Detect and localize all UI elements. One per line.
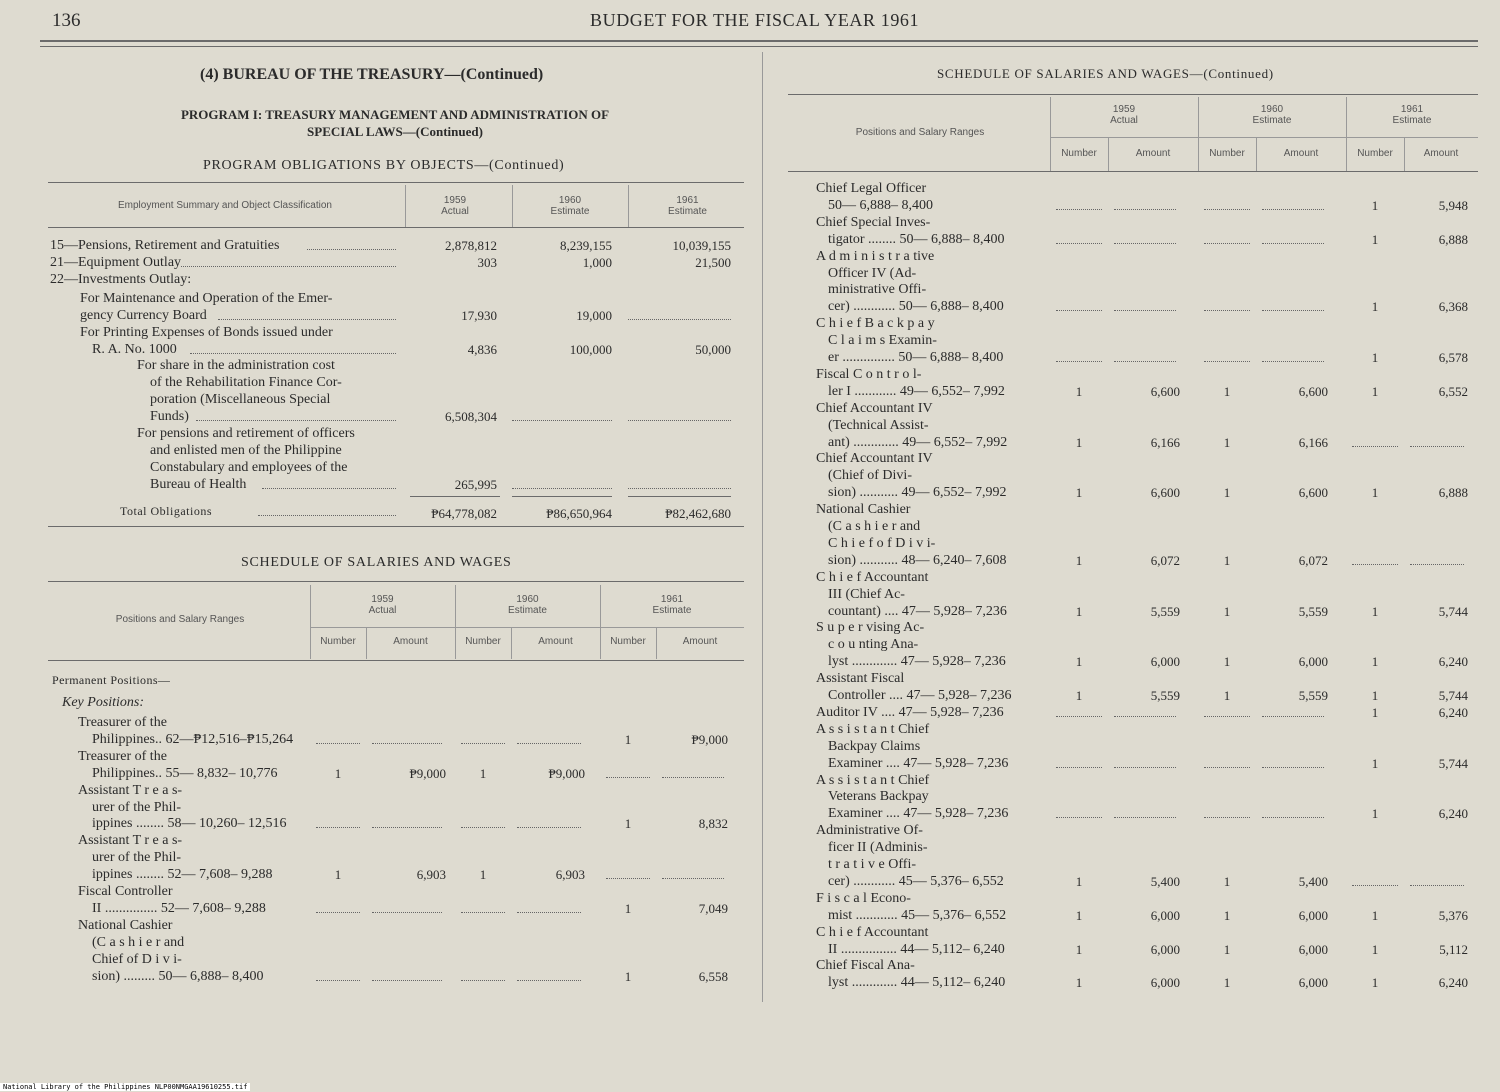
obligation-1959: 17,930: [461, 308, 497, 323]
position-title-line: Philippines.. 62—₱12,516–₱15,264: [92, 731, 294, 747]
amount-a59: 6,000: [1150, 654, 1180, 670]
count-n59: 1: [1075, 383, 1083, 399]
amount-a59: 5,559: [1150, 688, 1180, 703]
amount-a61: 6,240: [1438, 975, 1468, 991]
obligation-leader: [307, 249, 396, 250]
obligations-rule-top: [48, 182, 744, 183]
obligation-label: Constabulary and employees of the: [150, 460, 348, 475]
blank-count: [461, 827, 505, 828]
amount-a60: 6,903: [555, 867, 585, 883]
count-n60: 1: [1223, 688, 1231, 703]
position-title-line: Chief Fiscal Ana-: [816, 958, 915, 974]
obligation-blank-1961: [628, 420, 731, 421]
obligation-blank-1960: [512, 420, 612, 421]
program-title: [100, 106, 690, 140]
count-n59: 1: [1075, 603, 1083, 619]
schedule-title-right: SCHEDULE OF SALARIES AND WAGES—(Continued): [937, 66, 1274, 81]
position-title-line: Chief of D i v i-: [92, 951, 182, 967]
amount-a60: 6,600: [1298, 485, 1328, 501]
position-title-line: C h i e f o f D i v i-: [828, 535, 936, 551]
count-n61: 1: [1371, 197, 1379, 213]
total-1961: ₱82,462,680: [665, 506, 731, 521]
blank-amount: [1262, 361, 1324, 362]
schedule-col-label-right: Positions and Salary Ranges: [855, 127, 985, 138]
blank-amount: [1262, 716, 1324, 717]
position-title-line: Auditor IV .... 47— 5,928– 7,236: [816, 704, 1004, 720]
count-n61: 1: [624, 731, 632, 747]
obligations-title: PROGRAM OBLIGATIONS BY OBJECTS—(Continued): [203, 158, 565, 173]
obligation-label: Funds): [150, 409, 189, 424]
count-n61: 1: [1371, 941, 1379, 957]
position-title-line: (Chief of Divi-: [828, 468, 912, 484]
schedule-col-1960-left: 1960 Estimate: [508, 594, 547, 616]
count-n59: 1: [1075, 654, 1083, 670]
obligations-col-1959: 1959 Actual: [441, 195, 469, 217]
obligation-1961: 50,000: [695, 342, 731, 357]
obligation-1961: 10,039,155: [672, 238, 731, 253]
schedule-col-1960-right: 1960 Estimate: [1252, 104, 1292, 126]
blank-amount: [1114, 243, 1176, 244]
blank-amount: [1114, 310, 1176, 311]
blank-amount: [1262, 209, 1324, 210]
position-title-line: III (Chief Ac-: [828, 586, 905, 602]
blank-count: [1204, 361, 1250, 362]
position-title-line: ficer II (Adminis-: [828, 840, 928, 856]
position-title-line: A s s i s t a n t Chief: [816, 721, 930, 737]
position-title-line: tigator ........ 50— 6,888– 8,400: [828, 231, 1005, 247]
position-title-line: Officer IV (Ad-: [828, 265, 917, 281]
position-title-line: C h i e f B a c k p a y: [816, 316, 935, 332]
total-1960: ₱86,650,964: [546, 506, 612, 521]
count-n59: 1: [1075, 688, 1083, 703]
amount-a59: 6,903: [416, 867, 446, 883]
position-title-line: Controller .... 47— 5,928– 7,236: [828, 688, 1012, 703]
position-title-line: c o u nting Ana-: [828, 637, 919, 653]
blank-count: [1204, 310, 1250, 311]
count-n61: 1: [624, 968, 632, 984]
count-n60: 1: [479, 765, 487, 781]
obligation-1959: 6,508,304: [445, 409, 497, 424]
obligation-label: For Printing Expenses of Bonds issued under: [80, 325, 333, 340]
obligation-leader: [262, 488, 396, 489]
obligation-label: 15—Pensions, Retirement and Gratuities: [50, 238, 280, 253]
header-rule-thin: [40, 46, 1478, 47]
blank-count: [606, 777, 650, 778]
amount-a61: 5,744: [1438, 688, 1468, 703]
blank-count: [1352, 885, 1398, 886]
amount-a61: 6,888: [1438, 231, 1468, 247]
obligations-col-label: Employment Summary and Object Classification: [118, 200, 332, 211]
blank-count: [1056, 767, 1102, 768]
count-n59: 1: [1075, 873, 1083, 889]
blank-count: [461, 980, 505, 981]
amount-a60: 6,166: [1298, 434, 1328, 450]
blank-count: [1204, 209, 1250, 210]
count-n60: 1: [1223, 654, 1231, 670]
schedule-title-left: SCHEDULE OF SALARIES AND WAGES: [241, 555, 512, 570]
amount-a61: 6,552: [1438, 383, 1468, 399]
obligation-leader: [190, 353, 396, 354]
amount-a61: 5,376: [1438, 907, 1468, 923]
position-title-line: (Technical Assist-: [828, 417, 929, 433]
count-n59: 1: [1075, 975, 1083, 991]
obligation-leader: [181, 266, 396, 267]
blank-amount: [1262, 767, 1324, 768]
amount-a61: 5,744: [1438, 755, 1468, 771]
amount-a60: ₱9,000: [548, 765, 585, 781]
position-title-line: ler I ............ 49— 6,552– 7,992: [828, 383, 1005, 399]
blank-count: [1056, 209, 1102, 210]
obligation-label: R. A. No. 1000: [92, 342, 177, 357]
obligation-blank-1960: [512, 488, 612, 489]
program-title-line2: SPECIAL LAWS—(Continued): [307, 124, 483, 139]
obligations-rule-head: [48, 227, 744, 228]
position-title-line: Examiner .... 47— 5,928– 7,236: [828, 755, 1009, 771]
count-n59: 1: [1075, 434, 1083, 450]
amount-a59: 6,000: [1150, 941, 1180, 957]
amount-a59: 6,072: [1150, 552, 1180, 568]
blank-count: [316, 912, 360, 913]
blank-amount: [1114, 716, 1176, 717]
blank-count: [1056, 243, 1102, 244]
count-n61: 1: [1371, 603, 1379, 619]
position-title-line: II ............... 52— 7,608– 9,288: [92, 900, 266, 916]
blank-amount: [1410, 564, 1464, 565]
amount-a59: 5,400: [1150, 873, 1180, 889]
position-title-line: C h i e f Accountant: [816, 569, 929, 585]
count-n59: 1: [1075, 485, 1083, 501]
obligations-col-1960: 1960 Estimate: [550, 195, 590, 217]
blank-count: [1056, 716, 1102, 717]
amount-a61: 6,240: [1438, 654, 1468, 670]
count-n60: 1: [1223, 485, 1231, 501]
obligation-blank-1961: [628, 319, 731, 320]
position-title-line: National Cashier: [78, 917, 173, 933]
obligation-1960: 8,239,155: [560, 238, 612, 253]
count-n61: 1: [1371, 806, 1379, 822]
position-title-line: Philippines.. 55— 8,832– 10,776: [92, 765, 278, 781]
amount-a60: 6,072: [1298, 552, 1328, 568]
section-title: (4) BUREAU OF THE TREASURY—(Continued): [200, 66, 544, 83]
obligation-1959: 265,995: [454, 477, 497, 492]
total-1959: ₱64,778,082: [431, 506, 497, 521]
count-n60: 1: [1223, 975, 1231, 991]
blank-amount: [1262, 817, 1324, 818]
obligation-label: poration (Miscellaneous Special: [150, 392, 331, 407]
amount-a60: 6,000: [1298, 907, 1328, 923]
blank-amount: [372, 743, 442, 744]
position-title-line: ant) ............. 49— 6,552– 7,992: [828, 434, 1008, 450]
amount-a60: 6,000: [1298, 654, 1328, 670]
blank-amount: [1114, 209, 1176, 210]
obligation-1959: 303: [477, 255, 497, 270]
count-n60: 1: [1223, 552, 1231, 568]
key-positions-label: Key Positions:: [62, 695, 145, 710]
obligations-rule-bottom: [48, 526, 744, 527]
position-title-line: Chief Accountant IV: [816, 451, 933, 467]
position-title-line: (C a s h i e r and: [828, 519, 921, 534]
footer-note: National Library of the Philippines NLP00NMGAA19610255.tif: [0, 1083, 250, 1091]
count-n61: 1: [1371, 704, 1379, 720]
blank-count: [606, 878, 650, 879]
obligation-1960: 1,000: [582, 255, 612, 270]
count-n59: 1: [334, 867, 342, 883]
obligation-label: For pensions and retirement of officers: [137, 426, 355, 441]
amount-a60: 5,559: [1298, 603, 1328, 619]
schedule-col-label-left: Positions and Salary Ranges: [115, 614, 245, 625]
position-title-line: cer) ............ 45— 5,376– 6,552: [828, 873, 1004, 889]
position-title-line: Fiscal C o n t r o l-: [816, 366, 922, 382]
schedule-col-1959-left: 1959 Actual: [368, 594, 397, 616]
amount-a59: 6,000: [1150, 975, 1180, 991]
position-title-line: ippines ........ 52— 7,608– 9,288: [92, 867, 273, 883]
count-n60: 1: [1223, 873, 1231, 889]
blank-amount: [662, 878, 724, 879]
position-title-line: Chief Legal Officer: [816, 181, 927, 196]
position-title-line: lyst ............. 44— 5,112– 6,240: [828, 975, 1006, 991]
position-title-line: urer of the Phil-: [92, 850, 182, 866]
position-title-line: C h i e f Accountant: [816, 924, 929, 940]
count-n61: 1: [1371, 350, 1379, 365]
column-divider: [762, 52, 763, 1002]
blank-count: [461, 912, 505, 913]
blank-amount: [372, 827, 442, 828]
count-n59: 1: [1075, 907, 1083, 923]
blank-count: [1352, 564, 1398, 565]
total-obligations-label: Total Obligations: [120, 504, 212, 518]
obligation-label: Bureau of Health: [150, 477, 247, 492]
amount-a60: 6,000: [1298, 941, 1328, 957]
amount-a59: 5,559: [1150, 603, 1180, 619]
amount-a59: 6,166: [1150, 434, 1180, 450]
position-title-line: Assistant T r e a s-: [78, 782, 183, 798]
count-n61: 1: [1371, 231, 1379, 247]
obligation-1959: 2,878,812: [445, 238, 497, 253]
running-title: BUDGET FOR THE FISCAL YEAR 1961: [590, 10, 920, 30]
blank-amount: [517, 980, 581, 981]
blank-count: [1056, 310, 1102, 311]
amount-a61: 6,888: [1438, 485, 1468, 501]
obligation-label: and enlisted men of the Philippine: [150, 443, 342, 458]
count-n61: 1: [624, 816, 632, 832]
amount-a60: 6,600: [1298, 383, 1328, 399]
position-title-line: (C a s h i e r and: [92, 934, 185, 950]
blank-count: [1352, 446, 1398, 447]
count-n60: 1: [1223, 907, 1231, 923]
count-n60: 1: [1223, 383, 1231, 399]
program-title-line1: PROGRAM I: TREASURY MANAGEMENT AND ADMINISTRATION OF: [180, 107, 610, 122]
amount-a60: 5,400: [1298, 873, 1328, 889]
obligation-label: For Maintenance and Operation of the Emer-: [80, 291, 333, 306]
amount-a59: ₱9,000: [409, 765, 446, 781]
obligation-label: gency Currency Board: [80, 308, 207, 323]
position-title-line: Chief Accountant IV: [816, 400, 933, 416]
count-n59: 1: [1075, 552, 1083, 568]
blank-count: [316, 743, 360, 744]
count-n61: 1: [1371, 299, 1379, 315]
position-title-line: mist ............ 45— 5,376– 6,552: [828, 907, 1007, 923]
position-title-line: 50— 6,888– 8,400: [828, 197, 933, 213]
blank-amount: [662, 777, 724, 778]
blank-count: [1204, 716, 1250, 717]
amount-a61: 6,558: [698, 968, 728, 984]
blank-amount: [1114, 767, 1176, 768]
blank-amount: [1114, 361, 1176, 362]
obligation-blank-1961: [628, 488, 731, 489]
count-n59: 1: [334, 765, 342, 781]
count-n60: 1: [1223, 941, 1231, 957]
header-rule: [40, 40, 1478, 42]
obligation-leader: [196, 420, 396, 421]
page-number: 136: [52, 10, 81, 31]
count-n60: 1: [1223, 603, 1231, 619]
count-n61: 1: [1371, 907, 1379, 923]
blank-amount: [372, 912, 442, 913]
position-title-line: Assistant Fiscal: [816, 671, 905, 687]
position-title-line: t r a t i v e Offi-: [828, 857, 916, 872]
position-title-line: Veterans Backpay: [828, 789, 929, 805]
obligation-label: of the Rehabilitation Finance Cor-: [150, 375, 342, 390]
blank-count: [1204, 243, 1250, 244]
position-title-line: Assistant T r e a s-: [78, 833, 183, 849]
amount-a61: 6,368: [1438, 299, 1468, 315]
obligation-1959: 4,836: [467, 342, 497, 357]
obligation-label: 21—Equipment Outlay: [50, 255, 182, 270]
position-title-line: ministrative Offi-: [828, 282, 927, 298]
schedule-col-1961-right: 1961 Estimate: [1392, 104, 1432, 126]
amount-a61: ₱9,000: [691, 731, 728, 747]
amount-a61: 6,240: [1438, 806, 1468, 822]
count-n59: 1: [1075, 941, 1083, 957]
blank-count: [1204, 817, 1250, 818]
position-title-line: F i s c a l Econo-: [816, 890, 911, 906]
position-title-line: National Cashier: [816, 502, 911, 518]
position-title-line: lyst ............. 47— 5,928– 7,236: [828, 654, 1006, 670]
position-title-line: Administrative Of-: [816, 823, 923, 839]
position-title-line: Backpay Claims: [828, 738, 921, 754]
count-n61: 1: [1371, 383, 1379, 399]
amount-a59: 6,600: [1150, 383, 1180, 399]
blank-amount: [1410, 446, 1464, 447]
amount-a61: 6,578: [1438, 350, 1468, 365]
count-n61: 1: [624, 900, 632, 916]
position-title-line: sion) ........... 48— 6,240– 7,608: [828, 552, 1007, 568]
blank-count: [316, 827, 360, 828]
count-n60: 1: [479, 867, 487, 883]
position-title-line: countant) .... 47— 5,928– 7,236: [828, 603, 1007, 619]
position-title-line: sion) ......... 50— 6,888– 8,400: [92, 968, 264, 984]
position-title-line: Fiscal Controller: [78, 884, 173, 899]
amount-a60: 5,559: [1298, 688, 1328, 703]
amount-a61: 8,832: [698, 816, 728, 832]
position-title-line: ippines ........ 58— 10,260– 12,516: [92, 816, 287, 832]
amount-a61: 7,049: [698, 900, 728, 916]
amount-a59: 6,000: [1150, 907, 1180, 923]
obligation-1961: 21,500: [695, 255, 731, 270]
position-title-line: II ................ 44— 5,112– 6,240: [828, 941, 1005, 957]
position-title-line: Chief Special Inves-: [816, 214, 931, 230]
permanent-positions-label: Permanent Positions—: [52, 673, 171, 687]
position-title-line: Treasurer of the: [78, 748, 167, 764]
obligation-leader: [218, 319, 396, 320]
position-title-line: Examiner .... 47— 5,928– 7,236: [828, 806, 1009, 822]
position-title-line: S u p e r vising Ac-: [816, 620, 925, 636]
count-n61: 1: [1371, 485, 1379, 501]
schedule-col-1959-right: 1959 Actual: [1110, 104, 1138, 126]
blank-count: [1204, 767, 1250, 768]
blank-amount: [1410, 885, 1464, 886]
count-n61: 1: [1371, 755, 1379, 771]
position-title-line: C l a i m s Examin-: [828, 333, 937, 349]
obligation-1960: 19,000: [576, 308, 612, 323]
obligation-label: 22—Investments Outlay:: [50, 272, 192, 287]
amount-a61: 6,240: [1438, 704, 1468, 720]
count-n61: 1: [1371, 975, 1379, 991]
position-title-line: Treasurer of the: [78, 715, 167, 730]
blank-amount: [517, 827, 581, 828]
obligations-col-1961: 1961 Estimate: [668, 195, 707, 217]
position-title-line: er ............... 50— 6,888– 8,400: [828, 350, 1004, 365]
position-title-line: urer of the Phil-: [92, 799, 182, 815]
position-title-line: cer) ............ 50— 6,888– 8,400: [828, 299, 1004, 315]
count-n61: 1: [1371, 654, 1379, 670]
amount-a61: 5,948: [1438, 197, 1468, 213]
blank-count: [316, 980, 360, 981]
blank-amount: [372, 980, 442, 981]
amount-a61: 5,112: [1439, 941, 1468, 957]
obligation-label: For share in the administration cost: [137, 358, 335, 373]
obligation-1960: 100,000: [569, 342, 612, 357]
position-title-line: A d m i n i s t r a tive: [816, 248, 935, 264]
blank-amount: [1262, 310, 1324, 311]
blank-amount: [1114, 817, 1176, 818]
position-title-line: sion) ........... 49— 6,552– 7,992: [828, 485, 1007, 501]
count-n60: 1: [1223, 434, 1231, 450]
blank-amount: [517, 743, 581, 744]
blank-count: [461, 743, 505, 744]
blank-amount: [1262, 243, 1324, 244]
schedule-col-1961-left: 1961 Estimate: [652, 594, 692, 616]
blank-count: [1056, 817, 1102, 818]
blank-amount: [517, 912, 581, 913]
count-n61: 1: [1371, 688, 1379, 703]
amount-a61: 5,744: [1438, 603, 1468, 619]
blank-count: [1056, 361, 1102, 362]
amount-a59: 6,600: [1150, 485, 1180, 501]
position-title-line: A s s i s t a n t Chief: [816, 772, 930, 788]
amount-a60: 6,000: [1298, 975, 1328, 991]
